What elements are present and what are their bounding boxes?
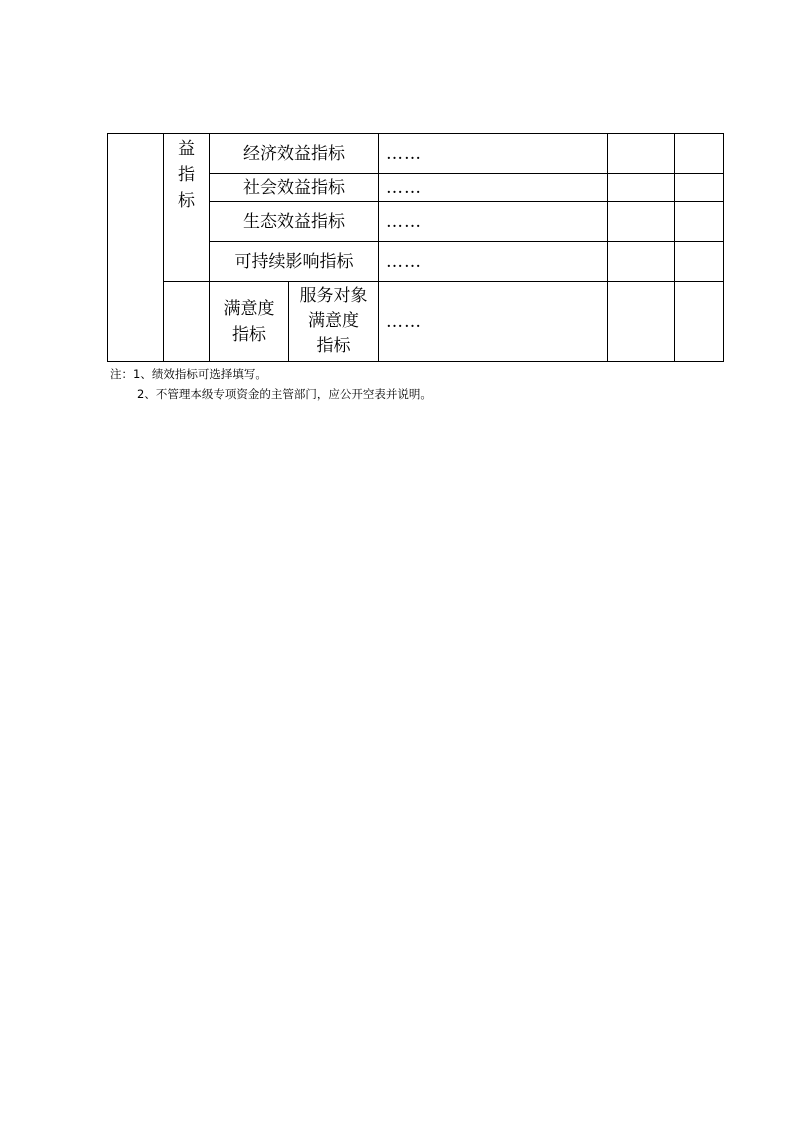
category-cell-empty [108, 134, 164, 362]
empty-cell [675, 282, 724, 362]
note-line-2: 2、不管理本级专项资金的主管部门，应公开空表并说明。 [137, 387, 432, 401]
benefit-indicator-label: 益 指 标 [178, 139, 195, 211]
note-line-1: 注：1、绩效指标可选择填写。 [110, 367, 267, 381]
empty-cell [608, 174, 675, 202]
benefit-indicator-category [164, 134, 210, 282]
satisfaction-indicator-value: …… [379, 282, 608, 362]
empty-cell [608, 134, 675, 174]
indicator-value-social: …… [379, 174, 608, 202]
empty-cell [675, 242, 724, 282]
indicator-name-social: 社会效益指标 [210, 174, 379, 202]
empty-cell [608, 242, 675, 282]
indicator-value-sustainability: …… [379, 242, 608, 282]
indicator-name-sustainability: 可持续影响指标 [210, 242, 379, 282]
empty-cell [675, 202, 724, 242]
empty-cell [608, 202, 675, 242]
empty-cell [675, 174, 724, 202]
indicator-name-economic: 经济效益指标 [210, 134, 379, 174]
indicator-value-ecological: …… [379, 202, 608, 242]
empty-cell [608, 282, 675, 362]
empty-cell [675, 134, 724, 174]
performance-indicator-table [107, 133, 724, 362]
indicator-value-economic: …… [379, 134, 608, 174]
empty-cell [164, 282, 210, 362]
satisfaction-indicator-level2: 满意度 指标 [210, 282, 289, 362]
indicator-name-ecological: 生态效益指标 [210, 202, 379, 242]
satisfaction-indicator-level3: 服务对象 满意度 指标 [289, 282, 379, 362]
